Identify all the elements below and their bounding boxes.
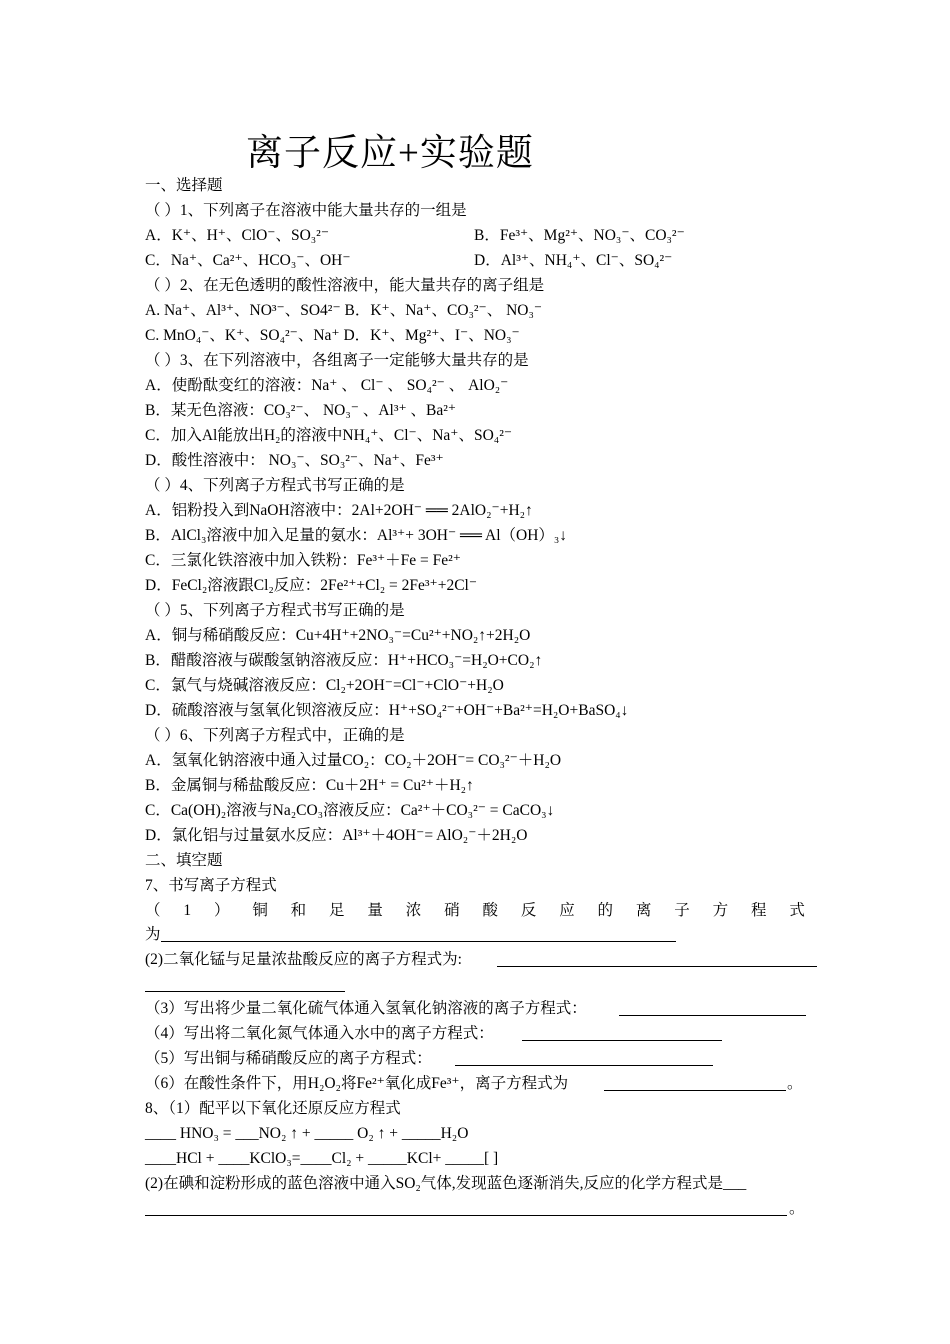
- q6-option-c: C．Ca(OH)₂溶液与Na₂CO₃溶液反应：Ca²⁺＋CO₃²⁻ = CaCO₃↓: [145, 802, 555, 819]
- answer-blank: [522, 1040, 722, 1041]
- q8-equation-1: ____ HNO₃ = ___NO₂ ↑ + _____ O₂ ↑ + _____H₂O: [145, 1125, 469, 1142]
- q7-part1-char: 的: [597, 902, 614, 919]
- q7-part1-char: 1: [183, 902, 192, 919]
- q7-part1-char: ）: [213, 902, 230, 919]
- q1-option-b: B．Fe³⁺、Mg²⁺、NO₃⁻、CO₃²⁻: [474, 227, 685, 244]
- section-heading: 二、填空题: [145, 852, 223, 869]
- q7-part5: （5）写出铜与稀硝酸反应的离子方程式：: [145, 1050, 432, 1067]
- page-title: 离子反应+实验题: [246, 133, 534, 174]
- question-7: 7、书写离子方程式: [145, 877, 277, 894]
- q7-part1-char: 方: [712, 902, 729, 919]
- q4-option-a: A．铝粉投入到NaOH溶液中：2Al+2OH⁻ ══ 2AlO₂⁻+H₂↑: [145, 502, 533, 519]
- q4-option-b: B．AlCl₃溶液中加入足量的氨水：Al³⁺+ 3OH⁻ ══ Al（OH）₃↓: [145, 527, 568, 544]
- q5-option-b: B．醋酸溶液与碳酸氢钠溶液反应：H⁺+HCO₃⁻=H₂O+CO₂↑: [145, 652, 543, 669]
- q7-part1-char: 离: [635, 902, 652, 919]
- q7-part1-char: 和: [290, 902, 307, 919]
- q7-part1-char: 铜: [252, 902, 268, 919]
- q5-option-d: D．硫酸溶液与氢氧化钡溶液反应：H⁺+SO₄²⁻+OH⁻+Ba²⁺=H₂O+BaSO₄↓: [145, 702, 629, 719]
- question-4: （ ）4、下列离子方程式书写正确的是: [145, 477, 405, 494]
- question-5: （ ）5、下列离子方程式书写正确的是: [145, 602, 405, 619]
- answer-blank: [604, 1090, 786, 1091]
- q4-option-c: C．三氯化铁溶液中加入铁粉：Fe³⁺＋Fe = Fe²⁺: [145, 552, 461, 569]
- answer-blank: [619, 1015, 806, 1016]
- answer-blank: [497, 966, 817, 967]
- q7-part1-char: 程: [750, 902, 767, 919]
- q8-part2-period: 。: [789, 1200, 805, 1217]
- q7-part1-char: 应: [559, 902, 575, 919]
- q1-option-d: D．Al³⁺、NH₄⁺、Cl⁻、SO₄²⁻: [474, 252, 673, 269]
- q7-part1: [145, 901, 805, 921]
- q1-option-c: C．Na⁺、Ca²⁺、HCO₃⁻、OH⁻: [145, 252, 351, 269]
- q7-part1-char: 子: [674, 902, 690, 919]
- question-1: （ ）1、下列离子在溶液中能大量共存的一组是: [145, 202, 467, 219]
- q3-option-b: B．某无色溶液：CO₃²⁻、 NO₃⁻ 、Al³⁺ 、Ba²⁺: [145, 402, 457, 419]
- q7-part2: (2)二氧化锰与足量浓盐酸反应的离子方程式为:: [145, 951, 462, 968]
- question-6: （ ）6、下列离子方程式中，正确的是: [145, 727, 405, 744]
- q7-part1-char: （: [145, 902, 161, 919]
- q3-option-a: A．使酚酞变红的溶液：Na⁺ 、 Cl⁻ 、 SO₄²⁻ 、 AlO₂⁻: [145, 377, 509, 394]
- q7-part1-char: 硝: [444, 902, 460, 919]
- q1-option-a: A．K⁺、H⁺、ClO⁻、SO₃²⁻: [145, 227, 330, 244]
- q7-part1-char: 足: [329, 902, 345, 919]
- q5-option-c: C．氯气与烧碱溶液反应：Cl₂+2OH⁻=Cl⁻+ClO⁻+H₂O: [145, 677, 504, 694]
- answer-blank: [161, 941, 676, 942]
- question-3: （ ）3、在下列溶液中，各组离子一定能够大量共存的是: [145, 352, 529, 369]
- answer-blank: [455, 1065, 713, 1066]
- q7-part1-char: 反: [520, 902, 537, 919]
- q2-option-cd: C. MnO₄⁻、K⁺、SO₄²⁻、Na⁺ D．K⁺、Mg²⁺、I⁻、NO₃⁻: [145, 327, 520, 344]
- q7-part1-char: 酸: [482, 902, 498, 919]
- q3-option-d: D．酸性溶液中： NO₃⁻、SO₃²⁻、Na⁺、Fe³⁺: [145, 452, 444, 469]
- q8-equation-2: ____HCl + ____KClO₃=____Cl₂ + _____KCl+ _____[ ]: [145, 1150, 499, 1167]
- q6-option-a: A．氢氧化钠溶液中通入过量CO₂：CO₂＋2OH⁻= CO₃²⁻＋H₂O: [145, 752, 562, 769]
- q8-part2: (2)在碘和淀粉形成的蓝色溶液中通入SO₂气体,发现蓝色逐渐消失,反应的化学方程式是___: [145, 1175, 747, 1192]
- q6-option-d: D．氯化铝与过量氨水反应：Al³⁺＋4OH⁻= AlO₂⁻＋2H₂O: [145, 827, 528, 844]
- q7-part3: （3）写出将少量二氧化硫气体通入氢氧化钠溶液的离子方程式：: [145, 1000, 587, 1017]
- question-8: 8、（1）配平以下氧化还原反应方程式: [145, 1100, 401, 1117]
- q7-part1-char: 式: [789, 902, 805, 919]
- q6-option-b: B．金属铜与稀盐酸反应：Cu＋2H⁺ = Cu²⁺＋H₂↑: [145, 777, 474, 794]
- q7-part4: （4）写出将二氧化氮气体通入水中的离子方程式：: [145, 1025, 494, 1042]
- q7-part1-char: 浓: [405, 902, 422, 919]
- answer-blank: [145, 991, 345, 992]
- answer-blank: [145, 1215, 787, 1216]
- question-2: （ ）2、在无色透明的酸性溶液中，能大量共存的离子组是: [145, 277, 545, 294]
- q3-option-c: C．加入Al能放出H₂的溶液中NH₄⁺、Cl⁻、Na⁺、SO₄²⁻: [145, 427, 513, 444]
- q2-option-ab: A. Na⁺、Al³⁺、NO³⁻、SO4²⁻ B．K⁺、Na⁺、CO₃²⁻、 NO₃⁻: [145, 302, 543, 319]
- q5-option-a: A．铜与稀硝酸反应：Cu+4H⁺+2NO₃⁻=Cu²⁺+NO₂↑+2H₂O: [145, 627, 531, 644]
- section-heading: 一、选择题: [145, 177, 223, 194]
- q4-option-d: D．FeCl₂溶液跟Cl₂反应：2Fe²⁺+Cl₂ = 2Fe³⁺+2Cl⁻: [145, 577, 478, 594]
- q7-part6: （6）在酸性条件下，用H₂O₂将Fe²⁺氧化成Fe³⁺，离子方程式为: [145, 1075, 569, 1092]
- q7-part6-period: 。: [787, 1075, 803, 1092]
- q7-part1-tail: 为: [145, 926, 161, 943]
- q7-part1-char: 量: [367, 902, 383, 919]
